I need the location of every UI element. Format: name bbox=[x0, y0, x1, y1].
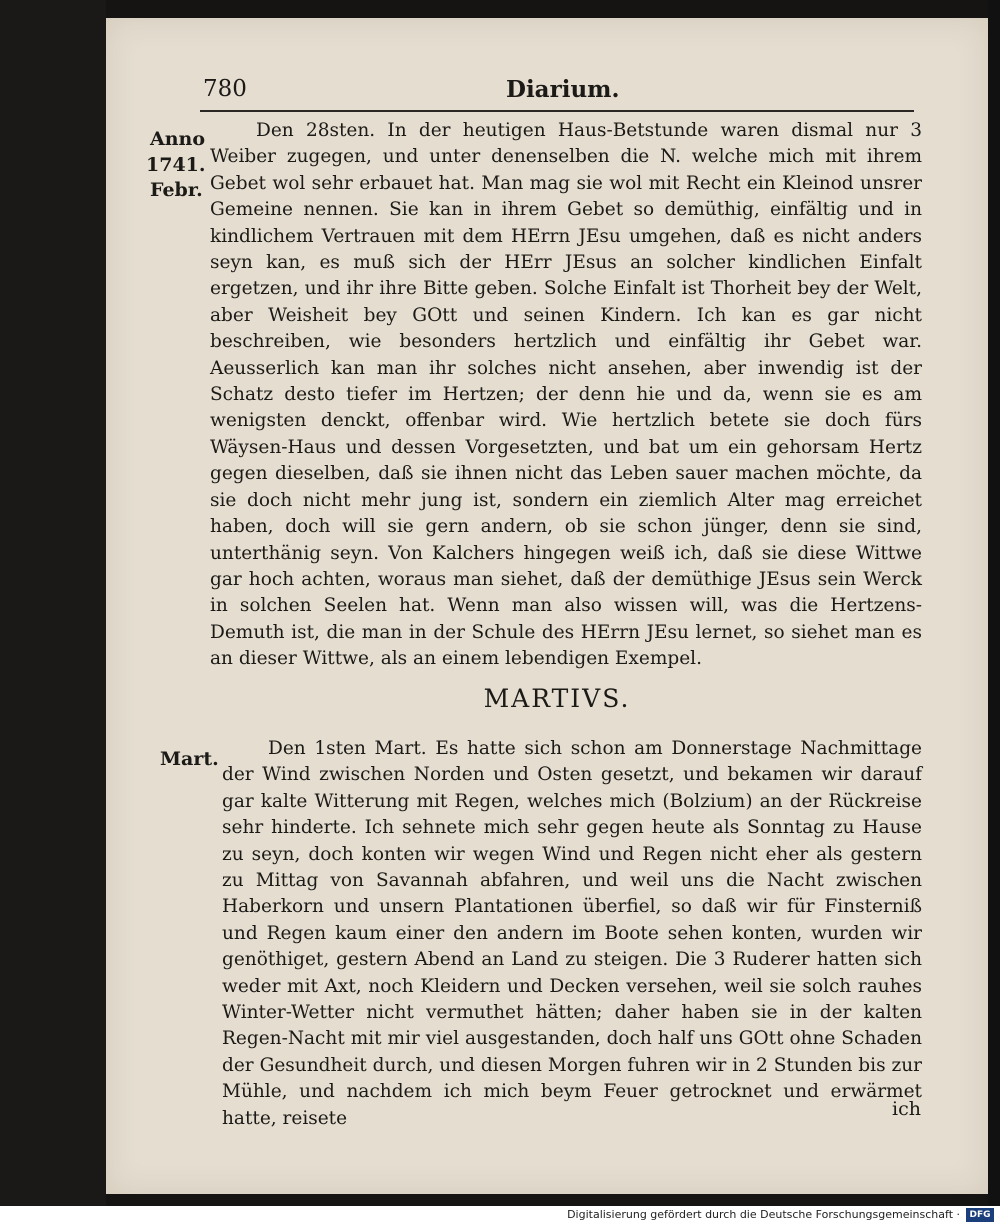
page-header bbox=[200, 70, 914, 112]
left-scan-border bbox=[0, 0, 106, 1206]
page-number: 780 bbox=[203, 76, 247, 102]
margin-month-mart: Mart. bbox=[160, 748, 219, 770]
margin-anno: Anno bbox=[150, 128, 206, 150]
footer-credit: Digitalisierung gefördert durch die Deutsche Forschungsgemeinschaft · bbox=[567, 1208, 960, 1221]
paragraph-march: Den 1sten Mart. Es hatte sich schon am Donnerstage Nachmittage der Wind zwischen Norden und Osten gesetzt, und bekamen wir darauf gar kalte Witterung mit Regen, welches mich (Bolzium) an der Rückreise sehr hinderte. Ich sehnete mich sehr gegen heute als Sonntag zu Hause zu seyn, doch konten wir wegen Wind und Regen nicht eher als gestern zu Mittag von Savannah abfahren, und weil uns die Nacht zwischen Haberkorn und unsern Plantationen überfiel, so daß wir für Finsterniß und Regen kaum einer den andern im Boote sehen konten, wurden wir genöthiget, gestern Abend an Land zu steigen. Die 3 Ruderer hatten sich weder mit Axt, noch Kleidern und Decken versehen, weil sie solch rauhes Winter-Wetter nicht vermuthet hätten; daher haben sie in der kalten Regen-Nacht mit mir viel ausgestanden, doch half uns GOtt ohne Schaden der Gesundheit durch, und diesen Morgen fuhren wir in 2 Stunden bis zur Mühle, und nachdem ich mich beym Feuer getrocknet und erwärmet hatte, reisete bbox=[222, 738, 922, 1129]
header-rule bbox=[200, 110, 914, 112]
catchword: ich bbox=[892, 1098, 921, 1120]
dfg-logo: DFG bbox=[966, 1208, 994, 1222]
paragraph-february: Den 28sten. In der heutigen Haus-Betstunde waren dismal nur 3 Weiber zugegen, und unter denenselben die N. welche mich mit ihrem Gebet wol sehr erbauet hat. Man mag sie wol mit Recht ein Kleinod unsrer Gemeine nennen. Sie kan in ihrem Gebet so demüthig, einfältig und in kindlichem Vertrauen mit dem HErrn JEsu umgehen, daß es nicht anders seyn kan, es muß sich der HErr JEsus an solcher kindlichen Einfalt ergetzen, und ihr ihre Bitte geben. Solche Einfalt ist Thorheit bey der Welt, aber Weisheit bey GOtt und seinen Kindern. Ich kan es gar nicht beschreiben, wie besonders hertzlich und einfältig ihr Gebet war. Aeusserlich kan man ihr solches nicht ansehen, aber inwendig ist der Schatz desto tiefer im Hertzen; der denn hie und da, wenn sie es am wenigsten denckt, offenbar wird. Wie hertzlich betete sie doch fürs Wäysen-Haus und dessen Vorgesetzten, und bat um ein gehorsam Hertz gegen dieselben, daß sie ihnen nicht das Leben sauer machen möchte, da sie doch nicht mehr jung ist, sondern ein ziemlich Alter mag erreichet haben, doch will sie gern andern, ob sie schon jünger, denn sie sind, unterthänig seyn. Von Kalchers hingegen weiß ich, daß sie diese Wittwe gar hoch achten, woraus man siehet, daß der demüthige JEsus sein Werck in solchen Seelen hat. Wenn man also wissen will, was die Hertzens-Demuth ist, die man in der Schule des HErrn JEsu lernet, so siehet man es an dieser Wittwe, als an einem lebendigen Exempel. bbox=[210, 120, 922, 670]
right-scan-border bbox=[988, 0, 1000, 1206]
section-heading: MARTIVS. bbox=[483, 684, 631, 713]
margin-month-feb: Febr. bbox=[150, 179, 203, 201]
margin-year: 1741. bbox=[146, 154, 206, 176]
running-title: Diarium. bbox=[506, 76, 620, 103]
